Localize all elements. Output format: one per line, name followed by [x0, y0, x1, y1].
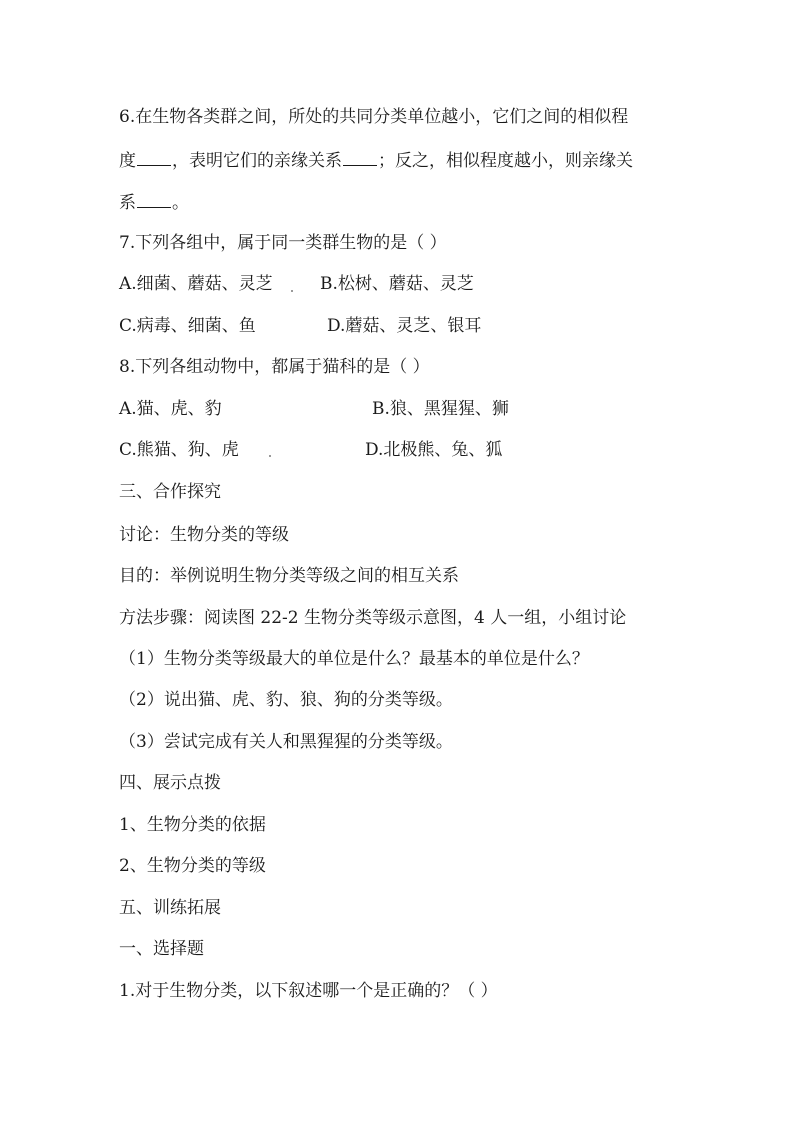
fill-blank: [137, 191, 171, 208]
q6-line-2: [119, 149, 633, 172]
q6-line-2-text-b: ，表明它们的亲缘关系: [172, 151, 342, 171]
q7-option-b: B.松树、蘑菇、灵芝: [320, 274, 474, 294]
q6-line-2-text-c: ；反之，相似程度越小，则亲缘关: [378, 151, 633, 171]
section-4-item-1: 1、生物分类的依据: [119, 815, 266, 835]
q8-option-c: C.熊猫、狗、虎: [119, 440, 239, 460]
method-line: 方法步骤：阅读图 22-2 生物分类等级示意图，4 人一组，小组讨论: [119, 608, 627, 628]
q6-line-3-text-b: 。: [172, 193, 189, 213]
q6-line-3-text-a: 系: [119, 193, 136, 213]
q8-stem: 8.下列各组动物中，都属于猫科的是（ ）: [119, 357, 430, 377]
q7-option-c: C.病毒、细菌、鱼: [119, 316, 256, 336]
fill-blank: [137, 149, 171, 166]
discussion-item-2: （2）说出猫、虎、豹、狼、狗的分类等级。: [119, 690, 453, 710]
fill-blank: [343, 149, 377, 166]
discussion-item-1: （1）生物分类等级最大的单位是什么？最基本的单位是什么？: [119, 649, 589, 669]
discussion-item-3: （3）尝试完成有关人和黑猩猩的分类等级。: [119, 732, 453, 752]
choice-subheading: 一、选择题: [119, 939, 204, 959]
section-3-heading: 三、合作探究: [119, 482, 221, 502]
q8-option-d: D.北极熊、兔、狐: [365, 440, 503, 460]
exercise-question-1: 1.对于生物分类，以下叙述哪一个是正确的？（ ）: [119, 981, 498, 1001]
scan-speck: [291, 290, 293, 292]
q6-line-3: [119, 191, 189, 214]
section-4-heading: 四、展示点拨: [119, 773, 221, 793]
q7-option-a: A.细菌、蘑菇、灵芝: [119, 274, 273, 294]
q8-option-b: B.狼、黑猩猩、狮: [372, 399, 509, 419]
q6-line-1: 6.在生物各类群之间，所处的共同分类单位越小，它们之间的相似程: [119, 107, 629, 127]
discussion-line: 讨论：生物分类的等级: [119, 525, 289, 545]
section-5-heading: 五、训练拓展: [119, 898, 221, 918]
q8-option-a: A.猫、虎、豹: [119, 399, 222, 419]
section-4-item-2: 2、生物分类的等级: [119, 856, 266, 876]
q6-line-2-text-a: 度: [119, 151, 136, 171]
q7-option-d: D.蘑菇、灵芝、银耳: [327, 316, 482, 336]
purpose-line: 目的：举例说明生物分类等级之间的相互关系: [119, 566, 459, 586]
scan-speck: [269, 455, 271, 457]
q7-stem: 7.下列各组中，属于同一类群生物的是（ ）: [119, 233, 447, 253]
